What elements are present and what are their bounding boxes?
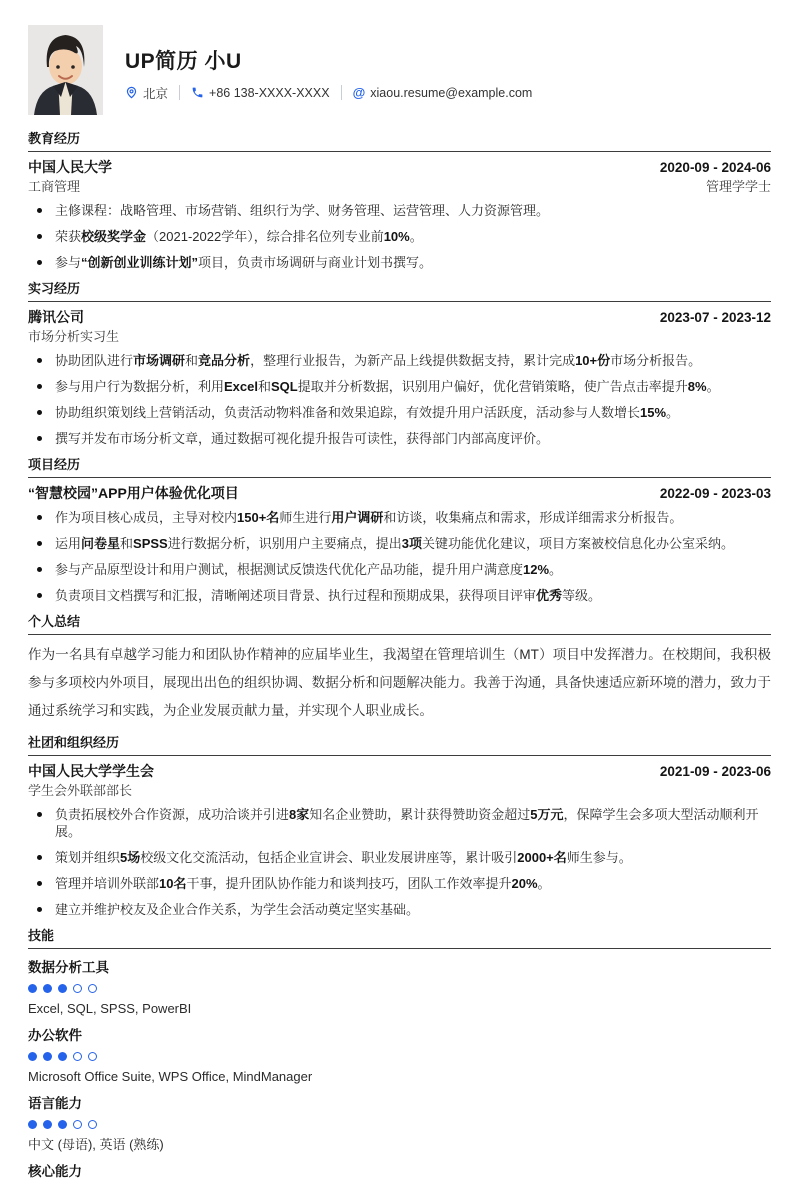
bullet-item: [28, 587, 771, 604]
bullet-text-bold: “创新创业训练计划”: [81, 255, 199, 270]
skill-category-name: 语言能力: [28, 1096, 82, 1111]
skill-dot-filled: [43, 1052, 52, 1061]
contact-email: [353, 86, 533, 100]
education-entry-header: [28, 159, 771, 176]
bullet-text-bold: 5万元: [530, 807, 564, 822]
skill-dot-filled: [58, 1052, 67, 1061]
section-heading-internship: 实习经历: [28, 281, 771, 302]
bullet-text: 提取并分析数据，识别用户偏好，优化营销策略，使广告点击率提升: [297, 379, 688, 394]
bullet-text: 和: [120, 536, 134, 551]
bullet-text-bold: 8家: [289, 807, 310, 822]
contact-location: [125, 84, 168, 102]
internship-date-range: 2023-07 - 2023-12: [659, 310, 771, 325]
company-name: 腾讯公司: [28, 309, 84, 325]
bullet-text: 。: [666, 405, 680, 420]
bullet-text: 参与用户行为数据分析，利用: [55, 379, 225, 394]
skill-detail: Excel, SQL, SPSS, PowerBI: [28, 1001, 192, 1016]
bullet-item: [28, 901, 771, 918]
section-heading-education: 教育经历: [28, 131, 771, 152]
bullet-text: 负责拓展校外合作资源，成功洽谈并引进: [55, 807, 290, 822]
bullet-text: 。: [706, 379, 720, 394]
organization-entry-subheader: [28, 783, 771, 799]
summary-paragraph: 作为一名具有卓越学习能力和团队协作精神的应届毕业生，我渴望在管理培训生（MT）项目中发挥潜力。在校期间，我积极参与多项校内外项目，展现出出色的组织协调、数据分析和问题解决能力。我善于沟通，具备快速适应新环境的潜力，致力于通过系统学习和实践，为企业发展贡献力量，并实现个人职业成长。: [28, 647, 771, 718]
bullet-item: [28, 535, 771, 552]
school-name: 中国人民大学: [28, 159, 112, 175]
bullet-item: [28, 875, 771, 892]
bullet-item: [28, 254, 771, 271]
section-internship: [28, 281, 771, 447]
skill-dot-filled: [43, 984, 52, 993]
bullet-text-bold: 市场调研: [133, 353, 186, 368]
skill-category-name: 核心能力: [28, 1164, 82, 1179]
bullet-text: 协助团队进行: [55, 353, 134, 368]
section-heading-skills: 技能: [28, 928, 771, 949]
bullet-text-bold: 10%: [383, 229, 410, 244]
section-organizations: [28, 735, 771, 918]
bullet-text-bold: 10名: [159, 876, 187, 891]
bullet-item: [28, 202, 771, 219]
bullet-text: （2021-2022学年），综合排名位列专业前: [146, 229, 384, 244]
bullet-text: 负责项目文档撰写和汇报，清晰阐述项目背景、执行过程和预期成果，获得项目评审: [55, 588, 537, 603]
project-date-range: 2022-09 - 2023-03: [659, 486, 771, 501]
bullet-item: [28, 806, 771, 840]
skill-dot-empty: [73, 1120, 82, 1129]
project-title: “智慧校园”APP用户体验优化项目: [28, 485, 239, 501]
bullet-text: 和: [185, 353, 199, 368]
bullet-text-bold: SPSS: [133, 536, 168, 551]
bullet-text-bold: Excel: [224, 379, 258, 394]
skill-level-dots: [28, 1052, 771, 1061]
location-text: 北京: [143, 86, 169, 101]
bullet-text: 作为项目核心成员，主导对校内: [55, 510, 238, 525]
bullet-text: 。: [409, 229, 423, 244]
bullet-text: 市场分析报告。: [610, 353, 702, 368]
bullet-text: 知名企业赞助，累计获得赞助资金超过: [309, 807, 531, 822]
bullet-text: 参与: [55, 255, 82, 270]
bullet-text-bold: 15%: [640, 405, 667, 420]
bullet-text: 师生进行: [279, 510, 332, 525]
section-skills: [28, 928, 771, 1180]
bullet-text: 策划并组织: [55, 850, 121, 865]
section-project: [28, 457, 771, 604]
bullet-text: 荣获: [55, 229, 82, 244]
skill-level-dots: [28, 984, 771, 993]
education-date-range: 2020-09 - 2024-06: [659, 160, 771, 175]
skill-detail: Microsoft Office Suite, WPS Office, MindManager: [28, 1069, 313, 1084]
bullet-text: 。: [549, 562, 563, 577]
bullet-text-bold: 优秀: [536, 588, 563, 603]
bullet-text: 等级。: [562, 588, 602, 603]
bullet-text-bold: 20%: [511, 876, 538, 891]
bullet-text-bold: SQL: [271, 379, 298, 394]
skill-dot-empty: [88, 984, 97, 993]
skill-level-dots: [28, 1120, 771, 1129]
skill-dot-filled: [58, 984, 67, 993]
bullet-text-bold: 竞品分析: [198, 353, 251, 368]
bullet-text: 项目，负责市场调研与商业计划书撰写。: [198, 255, 433, 270]
phone-icon: [191, 86, 204, 99]
bullet-text: 建立并维护校友及企业合作关系，为学生会活动奠定坚实基础。: [55, 902, 420, 917]
section-heading-project: 项目经历: [28, 457, 771, 478]
bullet-text-bold: 用户调研: [331, 510, 384, 525]
header-info: [125, 39, 532, 102]
contact-row: [125, 84, 532, 102]
internship-entry-subheader: [28, 329, 771, 345]
email-text: xiaou.resume@example.com: [370, 85, 533, 100]
bullet-text-bold: 2000+名: [517, 850, 567, 865]
internship-role: 市场分析实习生: [28, 329, 120, 344]
organization-bullet-list: [28, 806, 771, 918]
bullet-text: 师生参与。: [566, 850, 632, 865]
bullet-text: 主修课程：战略管理、市场营销、组织行为学、财务管理、运营管理、人力资源管理。: [55, 203, 550, 218]
skill-dot-empty: [88, 1120, 97, 1129]
resume-header: [28, 25, 771, 115]
candidate-name: UP简历 小U: [125, 49, 242, 73]
phone-text: +86 138-XXXX-XXXX: [209, 85, 330, 100]
bullet-text: 和访谈，收集痛点和需求，形成详细需求分析报告。: [383, 510, 683, 525]
skill-dot-empty: [73, 1052, 82, 1061]
internship-bullet-list: [28, 352, 771, 447]
skill-category-language: [28, 1096, 771, 1153]
degree-name: 管理学学士: [705, 179, 771, 194]
bullet-text: 进行数据分析，识别用户主要痛点，提出: [167, 536, 402, 551]
bullet-item: [28, 378, 771, 395]
bullet-text-bold: 问卷星: [81, 536, 121, 551]
skill-category-core: [28, 1164, 771, 1180]
contact-separator: [341, 85, 342, 100]
bullet-item: [28, 509, 771, 526]
bullet-text: 撰写并发布市场分析文章，通过数据可视化提升报告可读性，获得部门内部高度评价。: [55, 431, 550, 446]
skill-category-data-tools: [28, 960, 771, 1017]
bullet-text-bold: 校级奖学金: [81, 229, 147, 244]
education-bullet-list: [28, 202, 771, 271]
education-entry-subheader: [28, 179, 771, 195]
section-summary: [28, 614, 771, 725]
bullet-item: [28, 849, 771, 866]
bullet-text: 。: [537, 876, 551, 891]
bullet-text: 协助组织策划线上营销活动，负责活动物料准备和效果追踪，有效提升用户活跃度，活动参与人数增长: [55, 405, 641, 420]
bullet-item: [28, 404, 771, 421]
skill-dot-filled: [28, 984, 37, 993]
skill-category-office: [28, 1028, 771, 1085]
skill-detail: 中文 (母语), 英语 (熟练): [28, 1137, 164, 1152]
section-heading-organizations: 社团和组织经历: [28, 735, 771, 756]
contact-separator: [179, 85, 180, 100]
section-education: [28, 131, 771, 271]
bullet-text-bold: 12%: [523, 562, 550, 577]
bullet-item: [28, 228, 771, 245]
contact-phone: [191, 86, 330, 100]
bullet-text-bold: 3项: [401, 536, 422, 551]
organization-date-range: 2021-09 - 2023-06: [659, 764, 771, 779]
project-bullet-list: [28, 509, 771, 604]
skill-category-name: 数据分析工具: [28, 960, 109, 975]
bullet-text: 干事，提升团队协作能力和谈判技巧，团队工作效率提升: [186, 876, 512, 891]
bullet-text: 和: [258, 379, 272, 394]
bullet-item: [28, 430, 771, 447]
project-entry-header: [28, 485, 771, 502]
location-pin-icon: [125, 86, 138, 99]
profile-photo-illustration: [28, 25, 103, 115]
major-name: 工商管理: [28, 179, 81, 194]
skill-category-name: 办公软件: [28, 1028, 82, 1043]
bullet-item: [28, 352, 771, 369]
skill-dot-filled: [28, 1120, 37, 1129]
skill-dot-filled: [43, 1120, 52, 1129]
bullet-text: 参与产品原型设计和用户测试，根据测试反馈迭代优化产品功能，提升用户满意度: [55, 562, 524, 577]
bullet-text: 关键功能优化建议，项目方案被校信息化办公室采纳。: [421, 536, 734, 551]
organization-name: 中国人民大学学生会: [28, 763, 154, 779]
organization-role: 学生会外联部部长: [28, 783, 133, 798]
skill-dot-empty: [88, 1052, 97, 1061]
section-heading-summary: 个人总结: [28, 614, 771, 635]
bullet-item: [28, 561, 771, 578]
bullet-text: ，保障学生会多项大型活动顺利开展。: [55, 807, 759, 839]
bullet-text-bold: 150+名: [237, 510, 280, 525]
internship-entry-header: [28, 309, 771, 326]
bullet-text-bold: 5场: [120, 850, 141, 865]
skill-dot-filled: [28, 1052, 37, 1061]
at-icon: @: [352, 85, 366, 100]
profile-photo: [28, 25, 103, 115]
bullet-text-bold: 10+份: [575, 353, 611, 368]
bullet-text: 校级文化交流活动，包括企业宣讲会、职业发展讲座等，累计吸引: [140, 850, 518, 865]
bullet-text: 管理并培训外联部: [55, 876, 160, 891]
bullet-text-bold: 8%: [687, 379, 707, 394]
skill-dot-filled: [58, 1120, 67, 1129]
bullet-text: ，整理行业报告，为新产品上线提供数据支持，累计完成: [250, 353, 576, 368]
bullet-text: 运用: [55, 536, 82, 551]
organization-entry-header: [28, 763, 771, 780]
skill-dot-empty: [73, 984, 82, 993]
